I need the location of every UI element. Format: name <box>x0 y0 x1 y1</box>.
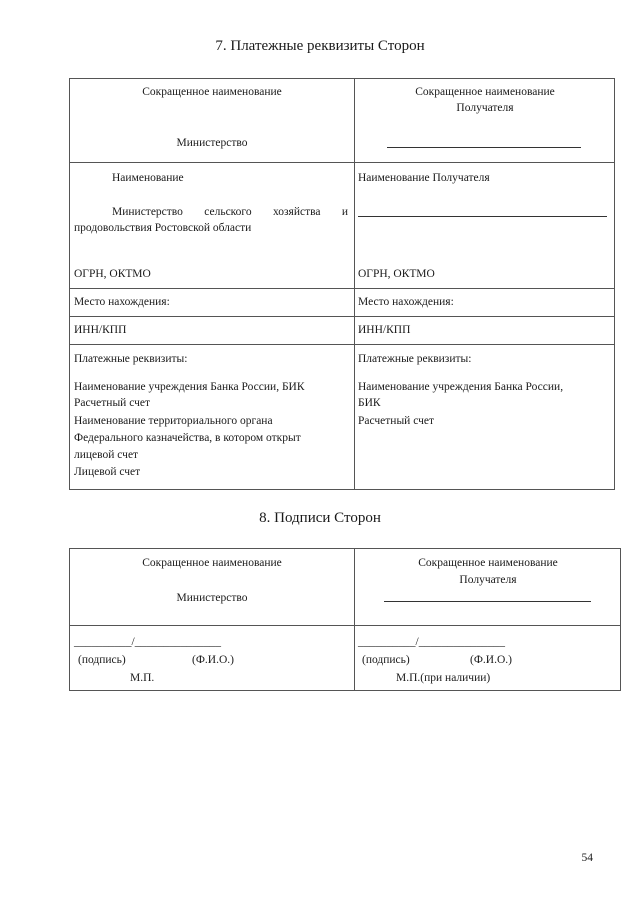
sign-left-header: Сокращенное наименование <box>142 557 282 569</box>
sign-right-signature-label: (подпись) <box>362 654 410 666</box>
left-inn-label: ИНН/КПП <box>74 324 127 336</box>
left-ogrn-label: ОГРН, ОКТМО <box>74 268 151 280</box>
sign-right-stamp: М.П.(при наличии) <box>396 672 491 684</box>
table-row-divider <box>69 316 615 317</box>
sign-right-header: Сокращенное наименование <box>418 557 558 569</box>
sign-left-line: __________/_______________ <box>74 636 221 648</box>
right-payment-line: БИК <box>358 397 381 409</box>
table-row-divider <box>69 344 615 345</box>
sign-left-signature-label: (подпись) <box>78 654 126 666</box>
recipient-name-blank <box>358 216 607 217</box>
table-column-divider <box>354 78 355 490</box>
table-row-divider <box>69 162 615 163</box>
sign-right-line: __________/_______________ <box>358 636 505 648</box>
recipient-sign-short-name-blank <box>384 601 591 602</box>
left-payment-line: Наименование территориального органа <box>74 415 273 427</box>
left-location-label: Место нахождения: <box>74 296 170 308</box>
left-payment-line: Федерального казначейства, в котором открыт <box>74 432 301 444</box>
left-name-value-line2: продовольствия Ростовской области <box>74 222 252 234</box>
page-number: 54 <box>581 852 593 864</box>
right-payment-label: Платежные реквизиты: <box>358 353 472 365</box>
recipient-short-name-blank <box>387 147 581 148</box>
left-payment-line: лицевой счет <box>74 449 139 461</box>
sign-left-stamp: М.П. <box>130 672 155 684</box>
left-name-label: Наименование <box>112 172 184 184</box>
right-name-label: Наименование Получателя <box>358 172 490 184</box>
sign-left-fio-label: (Ф.И.О.) <box>192 654 234 666</box>
left-payment-line: Наименование учреждения Банка России, БИК <box>74 381 305 393</box>
right-payment-line: Расчетный счет <box>358 415 434 427</box>
right-payment-line: Наименование учреждения Банка России, <box>358 381 564 393</box>
left-short-name-value: Министерство <box>176 137 248 149</box>
name-word: и <box>341 206 348 218</box>
left-payment-line: Расчетный счет <box>74 397 150 409</box>
sign-left-header-value: Министерство <box>176 592 248 604</box>
left-name-value-line1 <box>112 204 348 220</box>
right-inn-label: ИНН/КПП <box>358 324 411 336</box>
table-row-divider <box>69 288 615 289</box>
right-short-name-header-2: Получателя <box>456 102 514 114</box>
table-row-divider <box>69 625 621 626</box>
name-word: Министерство <box>112 206 183 218</box>
name-word: хозяйства <box>272 206 321 218</box>
sign-right-fio-label: (Ф.И.О.) <box>470 654 512 666</box>
section-7-title: 7. Платежные реквизиты Сторон <box>215 38 425 54</box>
name-word: сельского <box>204 206 252 218</box>
left-short-name-header: Сокращенное наименование <box>142 86 282 98</box>
sign-right-header-2: Получателя <box>459 574 517 586</box>
right-short-name-header: Сокращенное наименование <box>415 86 555 98</box>
right-location-label: Место нахождения: <box>358 296 454 308</box>
right-ogrn-label: ОГРН, ОКТМО <box>358 268 435 280</box>
left-payment-line: Лицевой счет <box>74 466 141 478</box>
section-8-title: 8. Подписи Сторон <box>259 510 381 526</box>
left-payment-label: Платежные реквизиты: <box>74 353 188 365</box>
